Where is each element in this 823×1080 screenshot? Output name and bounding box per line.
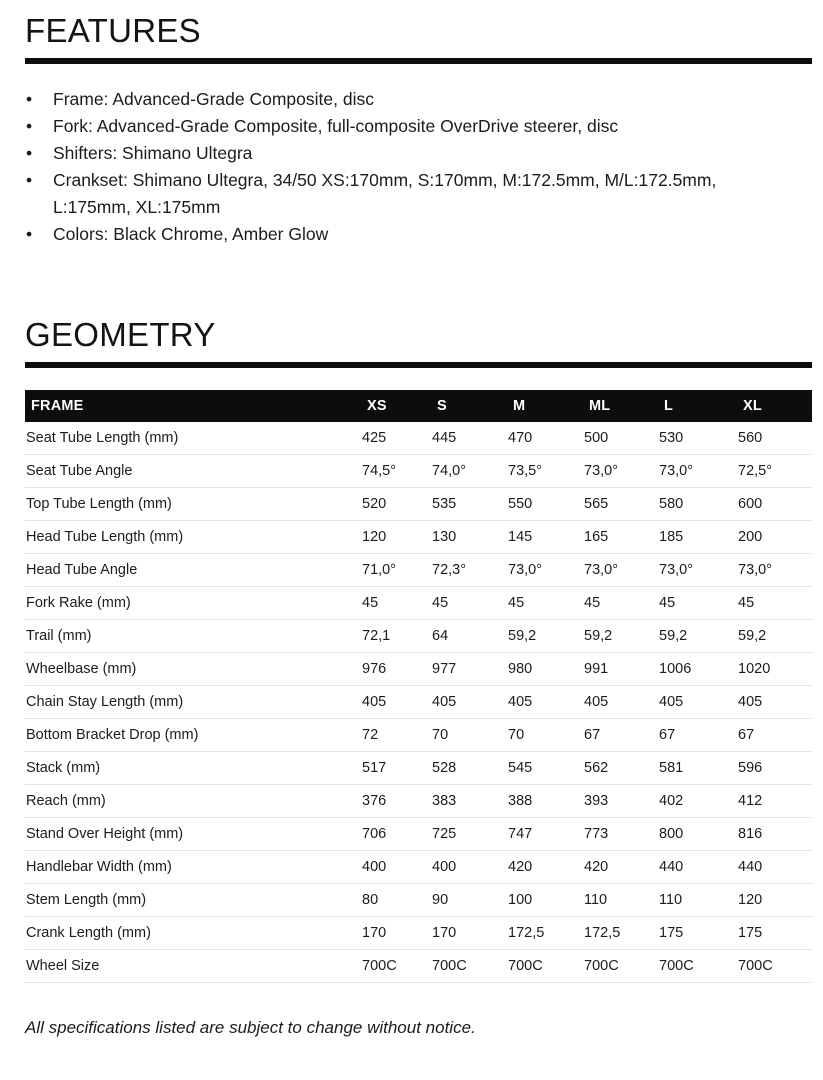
geometry-table-body: [25, 422, 812, 983]
table-row-label: Seat Tube Angle: [25, 455, 361, 488]
feature-list-item-label: Frame: Advanced-Grade Composite, disc: [53, 89, 374, 109]
table-cell-value: 545: [507, 752, 583, 785]
table-row-label: Stand Over Height (mm): [25, 818, 361, 851]
table-cell-value: 376: [361, 785, 431, 818]
table-cell-value: 412: [737, 785, 812, 818]
table-row: [25, 818, 812, 851]
table-row-label: Head Tube Length (mm): [25, 521, 361, 554]
table-cell-value: 185: [658, 521, 737, 554]
table-row: [25, 488, 812, 521]
table-cell-value: 73,0°: [507, 554, 583, 587]
features-list: [25, 86, 795, 248]
feature-list-item-label: Fork: Advanced-Grade Composite, full-composite OverDrive steerer, disc: [53, 116, 619, 136]
table-cell-value: 45: [583, 587, 658, 620]
table-header-size-ml: ML: [589, 398, 611, 414]
table-cell-value: 73,0°: [658, 554, 737, 587]
table-row-label: Reach (mm): [25, 785, 361, 818]
table-cell-value: 165: [583, 521, 658, 554]
table-row-label: Top Tube Length (mm): [25, 488, 361, 521]
table-cell-value: 73,0°: [658, 455, 737, 488]
geometry-heading-rule: [25, 362, 812, 368]
table-row: [25, 719, 812, 752]
table-cell-value: 700C: [658, 950, 737, 983]
table-row: [25, 917, 812, 950]
table-header-frame: FRAME: [31, 398, 84, 414]
table-cell-value: 170: [431, 917, 507, 950]
table-cell-value: 388: [507, 785, 583, 818]
table-row: [25, 554, 812, 587]
table-row-label: Head Tube Angle: [25, 554, 361, 587]
table-header-row: [25, 390, 812, 422]
table-header-size-s: S: [437, 398, 447, 414]
table-row: [25, 455, 812, 488]
table-cell-value: 64: [431, 620, 507, 653]
table-cell-value: 440: [658, 851, 737, 884]
bullet-icon: •: [26, 89, 33, 109]
table-row-label: Bottom Bracket Drop (mm): [25, 719, 361, 752]
table-row-label: Trail (mm): [25, 620, 361, 653]
feature-list-item-label: Shifters: Shimano Ultegra: [53, 143, 253, 163]
table-cell-value: 405: [431, 686, 507, 719]
table-cell-value: 45: [507, 587, 583, 620]
table-cell-value: 145: [507, 521, 583, 554]
feature-list-item: [25, 86, 795, 113]
table-cell-value: 700C: [507, 950, 583, 983]
table-cell-value: 110: [658, 884, 737, 917]
bullet-icon: •: [26, 116, 33, 136]
table-cell-value: 74,0°: [431, 455, 507, 488]
table-cell-value: 72,5°: [737, 455, 812, 488]
table-row: [25, 752, 812, 785]
table-row-label: Fork Rake (mm): [25, 587, 361, 620]
table-cell-value: 71,0°: [361, 554, 431, 587]
table-cell-value: 562: [583, 752, 658, 785]
table-row: [25, 587, 812, 620]
table-cell-value: 383: [431, 785, 507, 818]
table-cell-value: 59,2: [658, 620, 737, 653]
table-cell-value: 110: [583, 884, 658, 917]
table-row-label: Handlebar Width (mm): [25, 851, 361, 884]
table-cell-value: 175: [737, 917, 812, 950]
table-cell-value: 517: [361, 752, 431, 785]
table-cell-value: 59,2: [737, 620, 812, 653]
table-cell-value: 706: [361, 818, 431, 851]
table-cell-value: 535: [431, 488, 507, 521]
table-cell-value: 700C: [431, 950, 507, 983]
table-row: [25, 884, 812, 917]
table-cell-value: 420: [507, 851, 583, 884]
table-row: [25, 785, 812, 818]
table-cell-value: 976: [361, 653, 431, 686]
table-row-label: Wheelbase (mm): [25, 653, 361, 686]
table-cell-value: 72,1: [361, 620, 431, 653]
table-cell-value: 100: [507, 884, 583, 917]
table-row: [25, 422, 812, 455]
table-cell-value: 120: [361, 521, 431, 554]
table-row-label: Stem Length (mm): [25, 884, 361, 917]
bullet-icon: •: [26, 224, 33, 244]
table-cell-value: 580: [658, 488, 737, 521]
table-cell-value: 1006: [658, 653, 737, 686]
table-cell-value: 565: [583, 488, 658, 521]
table-cell-value: 445: [431, 422, 507, 455]
table-cell-value: 530: [658, 422, 737, 455]
table-cell-value: 700C: [737, 950, 812, 983]
table-cell-value: 72,3°: [431, 554, 507, 587]
table-cell-value: 747: [507, 818, 583, 851]
table-cell-value: 405: [361, 686, 431, 719]
bullet-icon: •: [26, 143, 33, 163]
geometry-table-header: [25, 390, 812, 422]
table-cell-value: 130: [431, 521, 507, 554]
features-heading-rule: [25, 58, 812, 64]
table-cell-value: 977: [431, 653, 507, 686]
table-row: [25, 686, 812, 719]
table-cell-value: 520: [361, 488, 431, 521]
table-cell-value: 800: [658, 818, 737, 851]
table-cell-value: 420: [583, 851, 658, 884]
table-cell-value: 393: [583, 785, 658, 818]
table-cell-value: 45: [431, 587, 507, 620]
table-row-label: Crank Length (mm): [25, 917, 361, 950]
table-cell-value: 175: [658, 917, 737, 950]
table-cell-value: 405: [507, 686, 583, 719]
table-cell-value: 67: [737, 719, 812, 752]
table-cell-value: 700C: [583, 950, 658, 983]
table-cell-value: 816: [737, 818, 812, 851]
table-cell-value: 405: [583, 686, 658, 719]
table-cell-value: 700C: [361, 950, 431, 983]
table-cell-value: 172,5: [507, 917, 583, 950]
table-cell-value: 596: [737, 752, 812, 785]
table-header-size-m: M: [513, 398, 526, 414]
table-header-size-l: L: [664, 398, 674, 414]
table-cell-value: 991: [583, 653, 658, 686]
table-row: [25, 521, 812, 554]
table-cell-value: 67: [658, 719, 737, 752]
table-cell-value: 405: [737, 686, 812, 719]
table-cell-value: 45: [737, 587, 812, 620]
table-cell-value: 45: [658, 587, 737, 620]
feature-list-item-label: Colors: Black Chrome, Amber Glow: [53, 224, 329, 244]
table-row: [25, 851, 812, 884]
table-row-label: Seat Tube Length (mm): [25, 422, 361, 455]
table-cell-value: 400: [431, 851, 507, 884]
table-cell-value: 90: [431, 884, 507, 917]
table-cell-value: 405: [658, 686, 737, 719]
table-row: [25, 620, 812, 653]
table-cell-value: 73,0°: [583, 554, 658, 587]
table-cell-value: 773: [583, 818, 658, 851]
table-cell-value: 550: [507, 488, 583, 521]
table-cell-value: 73,5°: [507, 455, 583, 488]
bullet-icon: •: [26, 170, 33, 190]
table-cell-value: 59,2: [507, 620, 583, 653]
table-row: [25, 950, 812, 983]
table-row: [25, 653, 812, 686]
table-cell-value: 440: [737, 851, 812, 884]
table-cell-value: 581: [658, 752, 737, 785]
feature-list-item: [25, 140, 795, 167]
table-cell-value: 560: [737, 422, 812, 455]
table-cell-value: 120: [737, 884, 812, 917]
geometry-heading: GEOMETRY: [25, 316, 216, 353]
table-cell-value: 500: [583, 422, 658, 455]
table-cell-value: 72: [361, 719, 431, 752]
table-cell-value: 74,5°: [361, 455, 431, 488]
table-cell-value: 80: [361, 884, 431, 917]
table-row-label: Wheel Size: [25, 950, 361, 983]
table-cell-value: 172,5: [583, 917, 658, 950]
table-cell-value: 402: [658, 785, 737, 818]
table-cell-value: 70: [431, 719, 507, 752]
table-cell-value: 470: [507, 422, 583, 455]
feature-list-item-label: Crankset: Shimano Ultegra, 34/50 XS:170mm, S:170mm, M:172.5mm, M/L:172.5mm, L:175mm, XL:175mm: [53, 170, 717, 217]
table-cell-value: 980: [507, 653, 583, 686]
table-cell-value: 70: [507, 719, 583, 752]
table-cell-value: 425: [361, 422, 431, 455]
feature-list-item: [25, 221, 795, 248]
table-cell-value: 600: [737, 488, 812, 521]
table-cell-value: 73,0°: [583, 455, 658, 488]
table-row-label: Chain Stay Length (mm): [25, 686, 361, 719]
table-cell-value: 725: [431, 818, 507, 851]
table-cell-value: 200: [737, 521, 812, 554]
table-cell-value: 67: [583, 719, 658, 752]
table-cell-value: 400: [361, 851, 431, 884]
table-cell-value: 73,0°: [737, 554, 812, 587]
features-heading: FEATURES: [25, 12, 201, 49]
table-row-label: Stack (mm): [25, 752, 361, 785]
table-header-size-xl: XL: [743, 398, 762, 414]
feature-list-item: [25, 113, 795, 140]
table-cell-value: 1020: [737, 653, 812, 686]
table-cell-value: 59,2: [583, 620, 658, 653]
disclaimer-note: All specifications listed are subject to change without notice.: [25, 1018, 476, 1037]
geometry-table: [25, 390, 812, 983]
table-header-size-xs: XS: [367, 398, 387, 414]
table-cell-value: 170: [361, 917, 431, 950]
table-cell-value: 528: [431, 752, 507, 785]
feature-list-item: [25, 167, 795, 221]
table-cell-value: 45: [361, 587, 431, 620]
